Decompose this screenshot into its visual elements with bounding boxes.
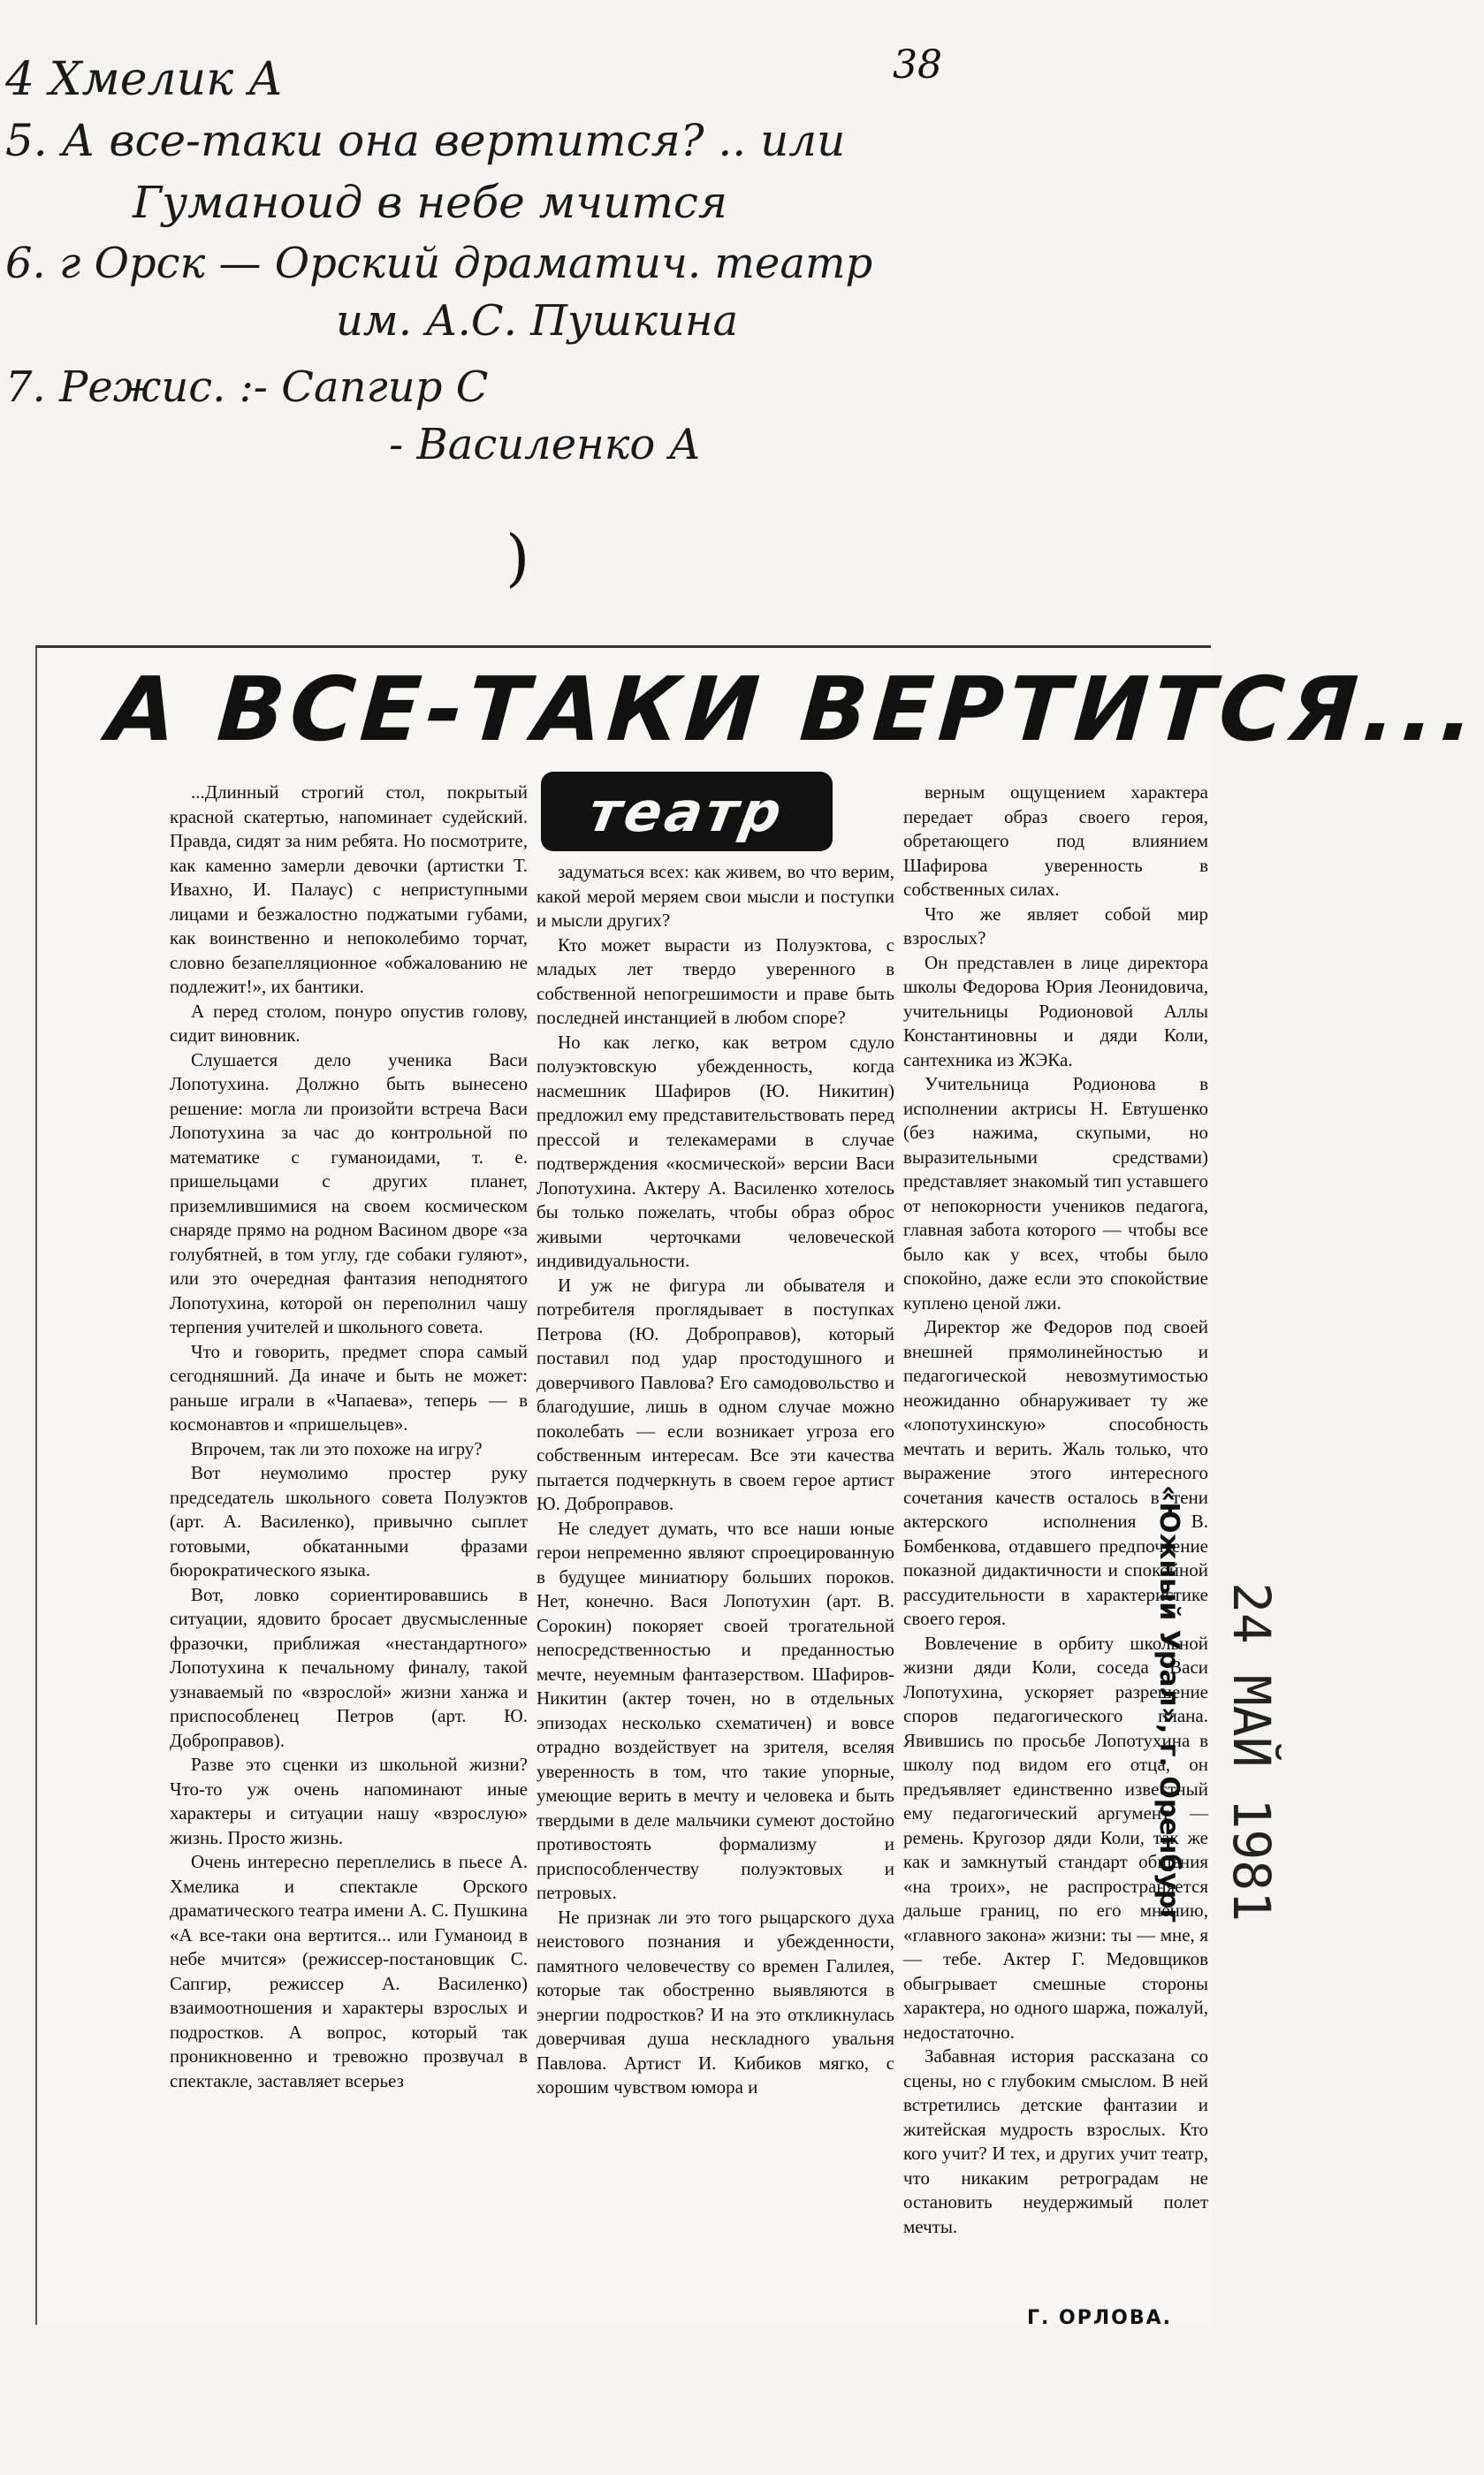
- handwritten-notes: [0, 0, 1343, 594]
- paragraph: Вот, ловко сориентировавшись в ситуации, ядовито бросает двусмысленные фразочки, приближая «нестандартного» Лопотухина к печальному финалу, такой узнаваемый по «взрослой» жизни ханжа и приспособленец Петров (арт. Ю. Доброправов).: [170, 1583, 528, 1751]
- author-signature: Г. ОРЛОВА.: [1027, 2307, 1172, 2329]
- paragraph: Что и говорить, предмет спора самый сегодняшний. Да иначе и быть не может: раньше играли в «Чапаева», теперь — в космонавтов и «пришельцев».: [170, 1340, 528, 1435]
- paragraph: задуматься всех: как живем, во что верим, какой мерой меряем свои мысли и поступки и мысли других?: [537, 861, 894, 931]
- paragraph: А перед столом, понуро опустив голову, сидит виновник.: [170, 1000, 528, 1046]
- handwritten-line: 5. А все-таки она вертится? .. или: [5, 115, 846, 166]
- article-column-2: [537, 860, 894, 2100]
- bracket-mark: ): [506, 522, 530, 594]
- handwritten-line: - Василенко А: [389, 420, 701, 469]
- section-label: театр: [583, 779, 790, 844]
- paragraph: Он представлен в лице директора школы Федорова Юрия Леонидовича, учительницы Родионовой Аллы Константиновны и дяди Коли, сантехника из ЖЭКа.: [903, 951, 1208, 1070]
- paragraph: Очень интересно переплелись в пьесе А. Хмелика и спектакле Орского драматического театра имени А. С. Пушкина «А все-таки она вертится... или Гуманоид в небе мчится» (режиссер-постановщик С. Сапгир, режиссер А. Василенко) взаимоотношения и характеры взрослых и подростков. А вопрос, который так проникновенно и тревожно прозвучал в спектакле, заставляет всерьез: [170, 1851, 528, 2091]
- handwritten-line: 4 Хмелик А: [5, 53, 284, 106]
- paragraph: верным ощущением характера передает образ своего героя, обретающего под влиянием Шафирова уверенность в собственных силах.: [903, 781, 1208, 900]
- paragraph: Разве это сценки из школьной жизни? Что-то уж очень напоминают иные характеры и ситуации нашу «взрослую» жизнь. Просто жизнь.: [170, 1754, 528, 1848]
- headline: А ВСЕ-ТАКИ ВЕРТИТСЯ...: [103, 658, 1483, 761]
- paragraph: И уж не фигура ли обывателя и потребителя проглядывает в поступках Петрова (Ю. Доброправов), который поставил под удар простодушного и доверчивого Павлова? Его самодовольство и благодушие, лишь в одном случае можно поколебать — если возникает угроза его собственным интересам. Все эти качества пытается подчеркнуть в своем герое артист Ю. Доброправов.: [537, 1274, 894, 1514]
- paragraph: Учительница Родионова в исполнении актрисы Н. Евтушенко (без нажима, скупыми, но выразительными средствами) представляет знакомый тип уставшего от непокорности учеников педагога, главная забота которого — чтобы все было как у всех, чтобы было спокойно, даже если это спокойствие куплено ценой лжи.: [903, 1073, 1208, 1314]
- paragraph: Впрочем, так ли это похоже на игру?: [191, 1437, 483, 1459]
- handwritten-line: Гуманоид в небе мчится: [133, 177, 727, 228]
- paragraph: ...Длинный строгий стол, покрытый красной скатертью, напоминает судейский. Правда, сидят за ним ребята. Но посмотрите, как каменно замерли девочки (артистки Т. Ивахно, И. Палаус) с неприступными лицами и безжалостно поджатыми губами, как воинственно и непоколебимо торчат, словно безапелляционное «обжалованию не подлежит!», их бантики.: [170, 781, 528, 997]
- handwritten-line: им. А.С. Пушкина: [336, 296, 739, 346]
- paragraph: Вот неумолимо простер руку председатель школьного совета Полуэктов (арт. А. Василенко), привычно сыплет готовыми, обкатанными фразами бюрократического языка.: [170, 1462, 528, 1580]
- paragraph: Кто может вырасти из Полуэктова, с младых лет твердо уверенного в собственной непогрешимости и праве быть последней инстанцией в любом споре?: [537, 933, 894, 1028]
- page-number: 38: [893, 42, 942, 88]
- section-badge: [541, 772, 833, 851]
- handwritten-line: 7. Режис. :- Сапгир С: [5, 362, 489, 412]
- paragraph: Но как легко, как ветром сдуло полуэктовскую убежденность, когда насмешник Шафиров (Ю. Никитин) предложил ему представительствовать перед прессой и телекамерами в случае подтверждения «космической» версии Васи Лопотухина. Актеру А. Василенко хотелось бы только пожелать, чтобы образ оброс живыми черточками человеческой индивидуальности.: [537, 1031, 894, 1271]
- paragraph: Что же являет собой мир взрослых?: [903, 902, 1208, 948]
- paragraph: Директор же Федоров под своей внешней прямолинейностью и педагогической невозмутимостью неожиданно обнаруживает ту же «лопотухинскую» способность мечтать и верить. Жаль только, что выражение этого интересного сочетания качеств осталось в тени актерского исполнения В. Бомбенкова, отдавшего предпочтение показной дидактичности и спокойной рассудительности в характеристике своего героя.: [903, 1316, 1208, 1629]
- paragraph: Не следует думать, что все наши юные герои непременно являют спроецированную в будущее миниатюру больших пороков. Нет, конечно. Вася Лопотухин (арт. В. Сорокин) покоряет своей трогательной непосредственностью и преданностью мечте, неуемным фантазерством. Шафиров-Никитин (актер точен, но в отдельных эпизодах несколько схематичен) и вовсе отрадно воздействует на зрителя, вселяя уверенность в том, что такие упорные, умеющие верить в мечту и человека и быть твердыми в деле мальчики сумеют достойно противостоять формализму и приспособленчеству полуэктовых и петровых.: [537, 1517, 894, 1903]
- date-stamp-text: 24 МАЙ 1981: [1221, 1582, 1282, 1923]
- paragraph: Слушается дело ученика Васи Лопотухина. Должно быть вынесено решение: могла ли произойти встреча Васи Лопотухина за час до контрольной по математике с гуманоидами, т. е. пришельцами с других планет, приземлившимися на своем космическом снаряде прямо на родном Васином дворе «за голубятней, в том углу, где собаки гуляют», или это очередная фантазия неподнятого Лопотухина, которой он переполнил чашу терпения учителей и школьного совета.: [170, 1048, 528, 1337]
- paragraph: Не признак ли это того рыцарского духа неистового познания и убежденности, памятного человечеству со времен Галилея, которые так обостренно выявляются в энергии подростков? И на это откликнулась доверчивая душа нескладного увальня Павлова. Артист И. Кибиков мягко, с хорошим чувством юмора и: [537, 1906, 894, 2098]
- article-column-1: [170, 781, 528, 2093]
- source-stamp-text: «Южный Урал», г. Оренбург: [1153, 1485, 1184, 1923]
- paragraph: Вовлечение в орбиту школьной жизни дяди Коли, соседа Васи Лопотухина, ускоряет разрешение споров педагогического плана. Явившись по просьбе Лопотухина в школу под видом его отца, он предъявляет единственно известный ему педагогический аргумент — ремень. Кругозор дяди Коли, так же как и замкнутый стандарт общения «на троих», не распространяется дальше границ, по его мнению, «главного закона» жизни: ты — мне, я — тебе. Актер Г. Медовщиков обыгрывает смешные стороны характера, но одного шаржа, пожалуй, недостаточно.: [903, 1632, 1208, 2043]
- handwritten-line: 6. г Орск — Орский драматич. театр: [5, 239, 873, 288]
- paragraph: Забавная история рассказана со сцены, но с глубоким смыслом. В ней встретились детские фантазии и житейская мудрость взрослых. Кто кого учит? И тех, и других учит театр, что никаким ретроградам не остановить неудержимый полет мечты.: [903, 2045, 1208, 2237]
